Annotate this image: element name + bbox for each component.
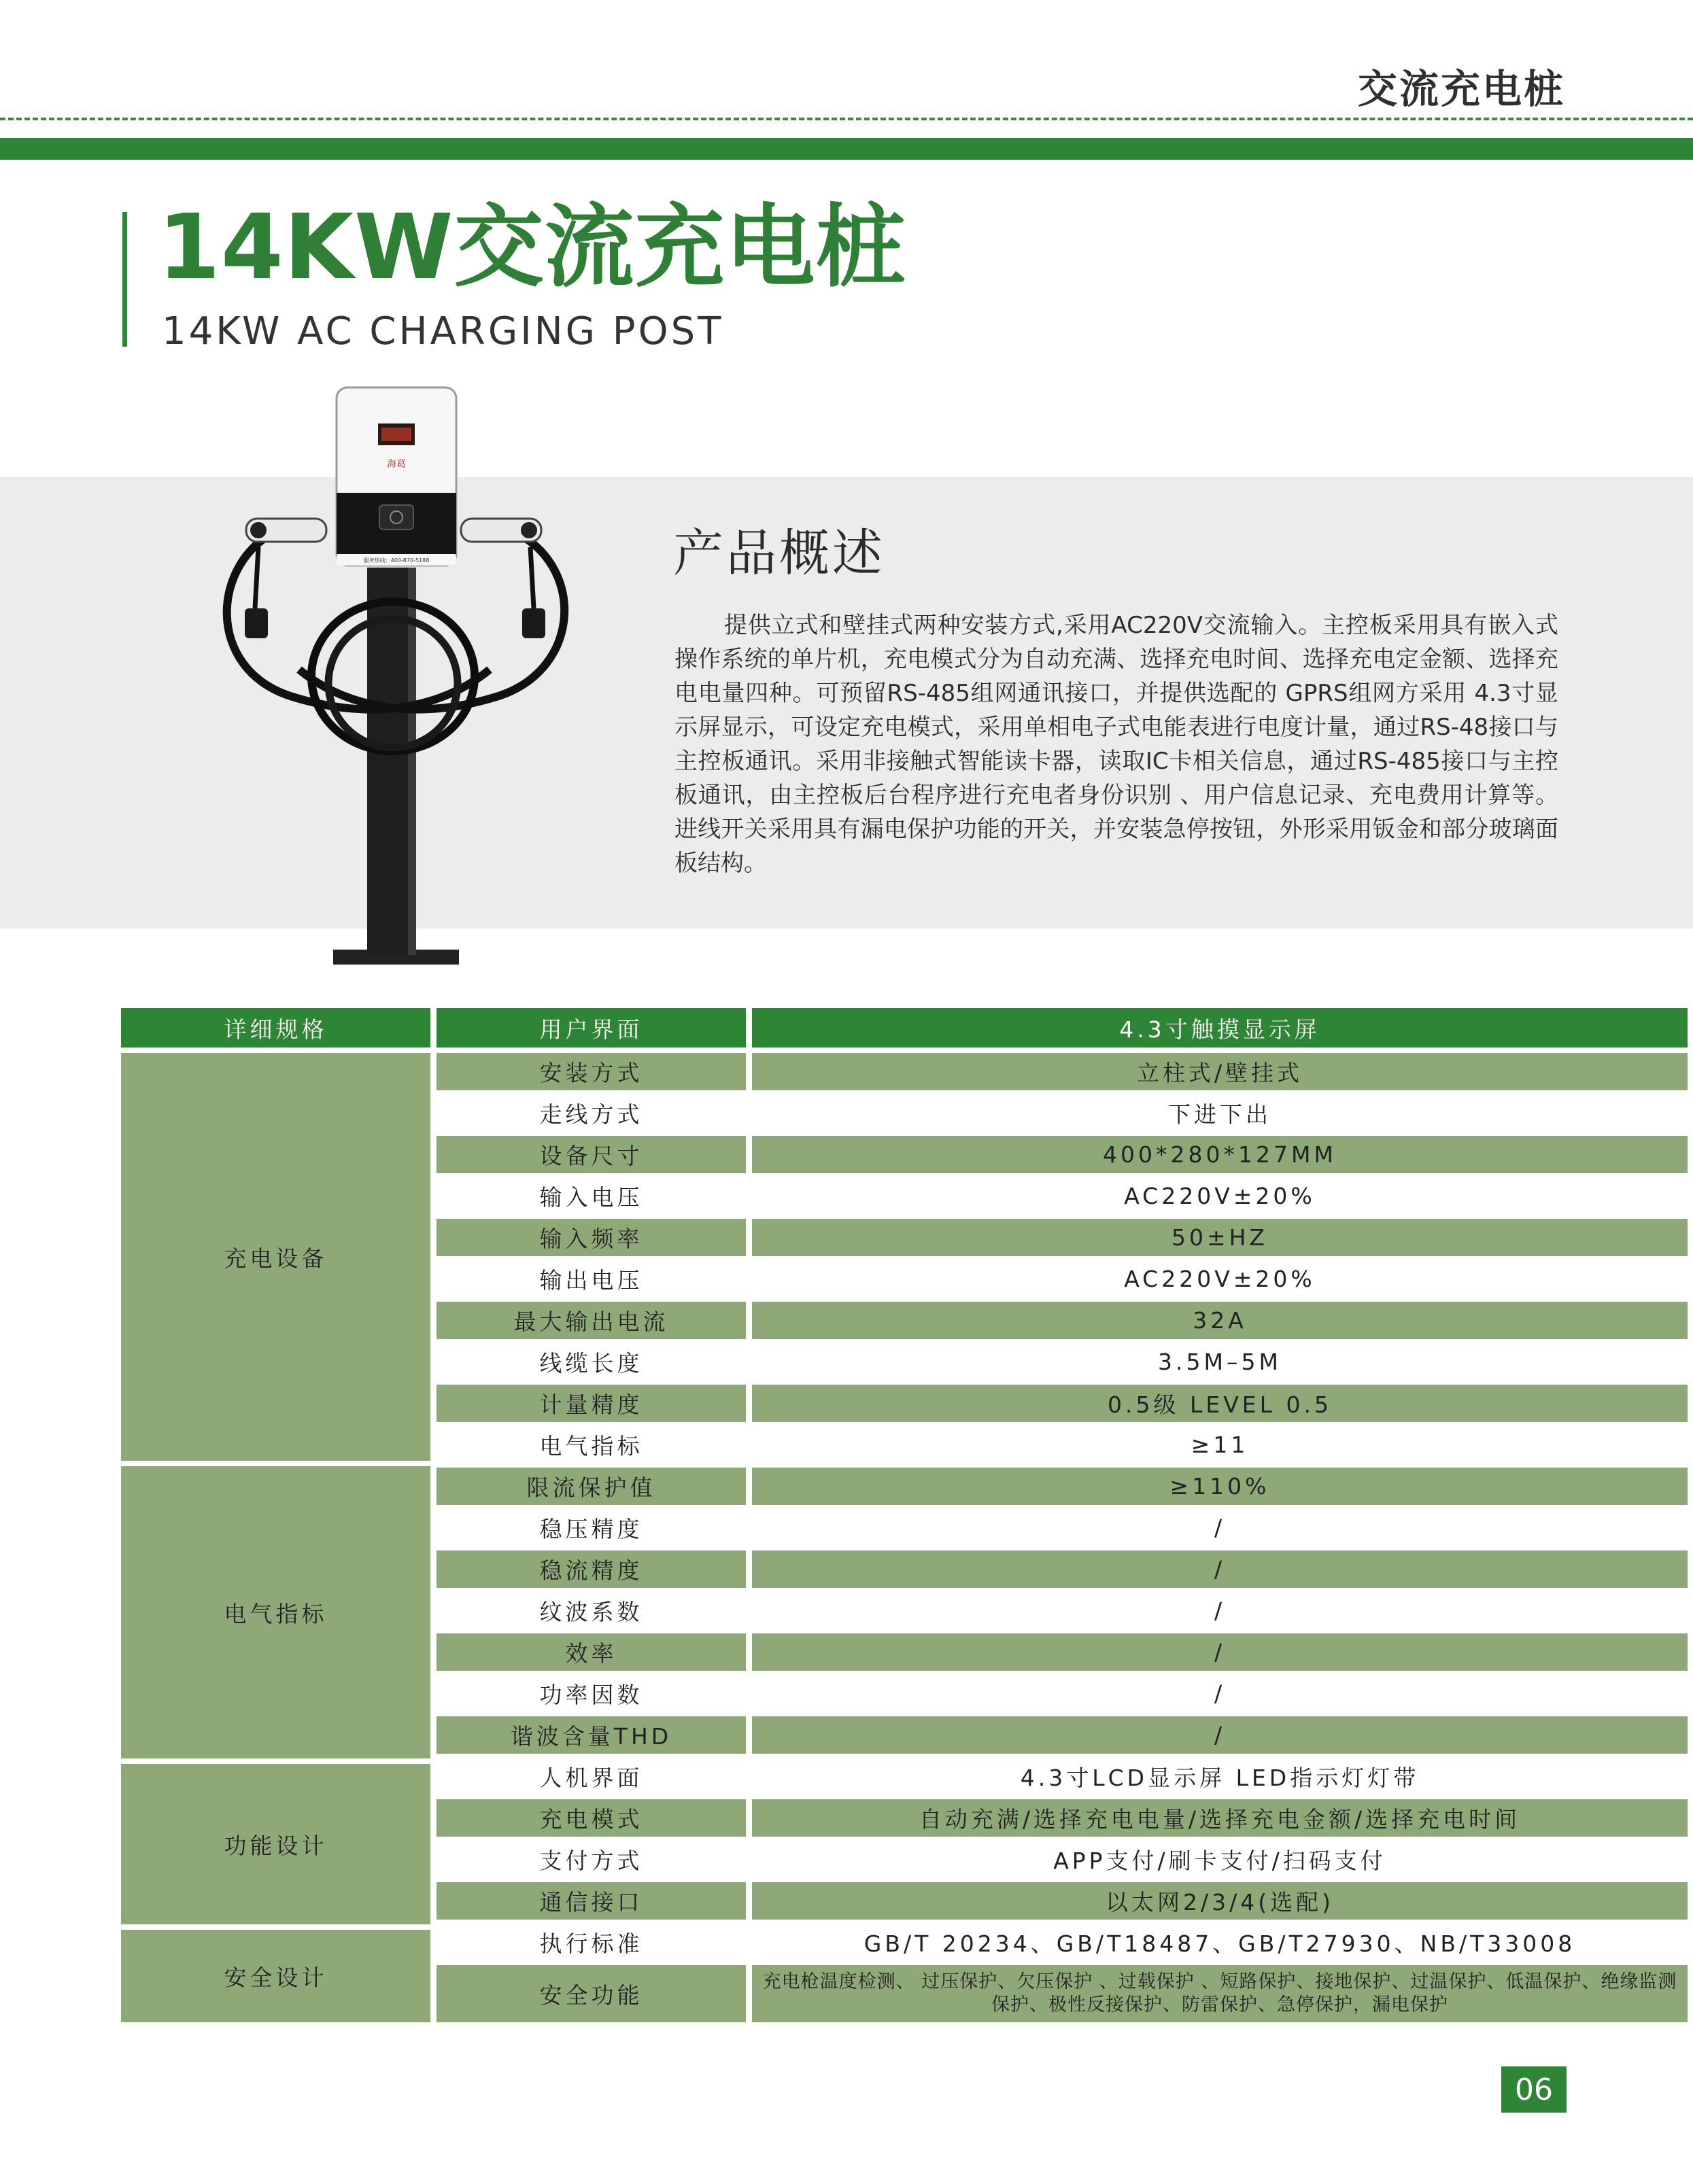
spec-param: 效率 (437, 1633, 746, 1671)
spec-param: 谐波含量THD (437, 1716, 746, 1754)
spec-value: / (752, 1716, 1688, 1754)
spec-value: / (752, 1509, 1688, 1546)
overview-paragraph-text: 提供立式和壁挂式两种安装方式,采用AC220V交流输入。主控板采用具有嵌入式操作系统的单片机，充电模式分为自动充满、选择充电时间、选择充电定金额、选择充电电量四种。可预留RS-485组网通讯接口，并提供选配的 GPRS组网方采用 4.3寸显示屏显示，可设定充电模式，采用单相电子式电能表进行电度计量，通过RS-48接口与主控板通讯。采用非接触式智能读卡器，读取IC卡相关信息，通过RS-485接口与主控板通讯，由主控板后台程序进行充电者身份识别 、用户信息记录、充电费用计算等。进线开关采用具有漏电保护功能的开关，并安装急停按钮，外形采用钣金和部分玻璃面板结构。 (674, 612, 1558, 877)
spec-param: 稳压精度 (437, 1509, 746, 1546)
green-header-bar (0, 138, 1693, 160)
spec-header-param: 用户界面 (437, 1008, 746, 1047)
product-title: 14KW交流充电桩 (158, 195, 906, 300)
spec-value: 立柱式/壁挂式 (752, 1053, 1688, 1090)
spec-param: 通信接口 (437, 1882, 746, 1920)
spec-param: 稳流精度 (437, 1550, 746, 1588)
section-title: 交流充电桩 (1357, 66, 1565, 112)
overview-heading: 产品概述 (673, 524, 885, 583)
spec-param: 线缆长度 (437, 1343, 746, 1381)
spec-param: 输出电压 (437, 1260, 746, 1298)
spec-value: 3.5M–5M (752, 1343, 1688, 1381)
spec-param: 输入频率 (437, 1219, 746, 1256)
spec-param: 计量精度 (437, 1385, 746, 1422)
spec-category-charging-equipment: 充电设备 (121, 1053, 430, 1461)
spec-category-electrical: 电气指标 (121, 1466, 430, 1758)
spec-value: 4.3寸LCD显示屏 LED指示灯灯带 (752, 1758, 1688, 1795)
spec-param: 功率因数 (437, 1675, 746, 1712)
spec-param: 输入电压 (437, 1177, 746, 1215)
spec-value: ≥11 (752, 1426, 1688, 1463)
overview-paragraph (674, 608, 1558, 880)
spec-value: APP支付/刷卡支付/扫码支付 (752, 1841, 1688, 1878)
spec-value: GB/T 20234、GB/T18487、GB/T27930、NB/T33008 (752, 1924, 1688, 1961)
spec-value: / (752, 1550, 1688, 1588)
page-number: 06 (1501, 2066, 1567, 2113)
spec-category-safety: 安全设计 (121, 1930, 430, 2022)
spec-param: 安装方式 (437, 1053, 746, 1090)
spec-value: 自动充满/选择充电电量/选择充电金额/选择充电时间 (752, 1799, 1688, 1837)
spec-value: 下进下出 (752, 1094, 1688, 1132)
spec-header-category: 详细规格 (121, 1008, 430, 1047)
spec-value: 32A (752, 1302, 1688, 1339)
spec-param: 最大输出电流 (437, 1302, 746, 1339)
spec-category-function: 功能设计 (121, 1764, 430, 1924)
spec-value: 充电枪温度检测、 过压保护、欠压保护 、过载保护 、短路保护、接地保护、过温保护、低温保护、绝缘监测保护、极性反接保护、防雷保护、急停保护，漏电保护 (752, 1965, 1688, 2022)
product-subtitle: 14KW AC CHARGING POST (162, 309, 724, 353)
spec-param: 执行标准 (437, 1924, 746, 1961)
spec-param: 走线方式 (437, 1094, 746, 1132)
charging-post-image (204, 384, 585, 972)
spec-value: ≥110% (752, 1468, 1688, 1505)
spec-param: 支付方式 (437, 1841, 746, 1878)
spec-param: 设备尺寸 (437, 1136, 746, 1173)
spec-param: 充电模式 (437, 1799, 746, 1837)
spec-value: 以太网2/3/4(选配) (752, 1882, 1688, 1920)
spec-value: 400*280*127MM (752, 1136, 1688, 1173)
spec-value: / (752, 1633, 1688, 1671)
spec-param: 限流保护值 (437, 1468, 746, 1505)
dashed-divider (0, 118, 1693, 120)
spec-value: 50±HZ (752, 1219, 1688, 1256)
spec-value: AC220V±20% (752, 1177, 1688, 1215)
spec-param: 安全功能 (437, 1965, 746, 2022)
spec-param: 纹波系数 (437, 1592, 746, 1629)
spec-param: 人机界面 (437, 1758, 746, 1795)
spec-value: / (752, 1592, 1688, 1629)
spec-value: / (752, 1675, 1688, 1712)
spec-header-value: 4.3寸触摸显示屏 (752, 1008, 1688, 1047)
spec-value: AC220V±20% (752, 1260, 1688, 1298)
charger-brand: 海葛 (387, 459, 406, 470)
charger-service-line: 服务热线：400-870-5188 (363, 557, 430, 564)
spec-value: 0.5级 LEVEL 0.5 (752, 1385, 1688, 1422)
spec-param: 电气指标 (437, 1426, 746, 1463)
title-accent-bar (122, 212, 127, 347)
